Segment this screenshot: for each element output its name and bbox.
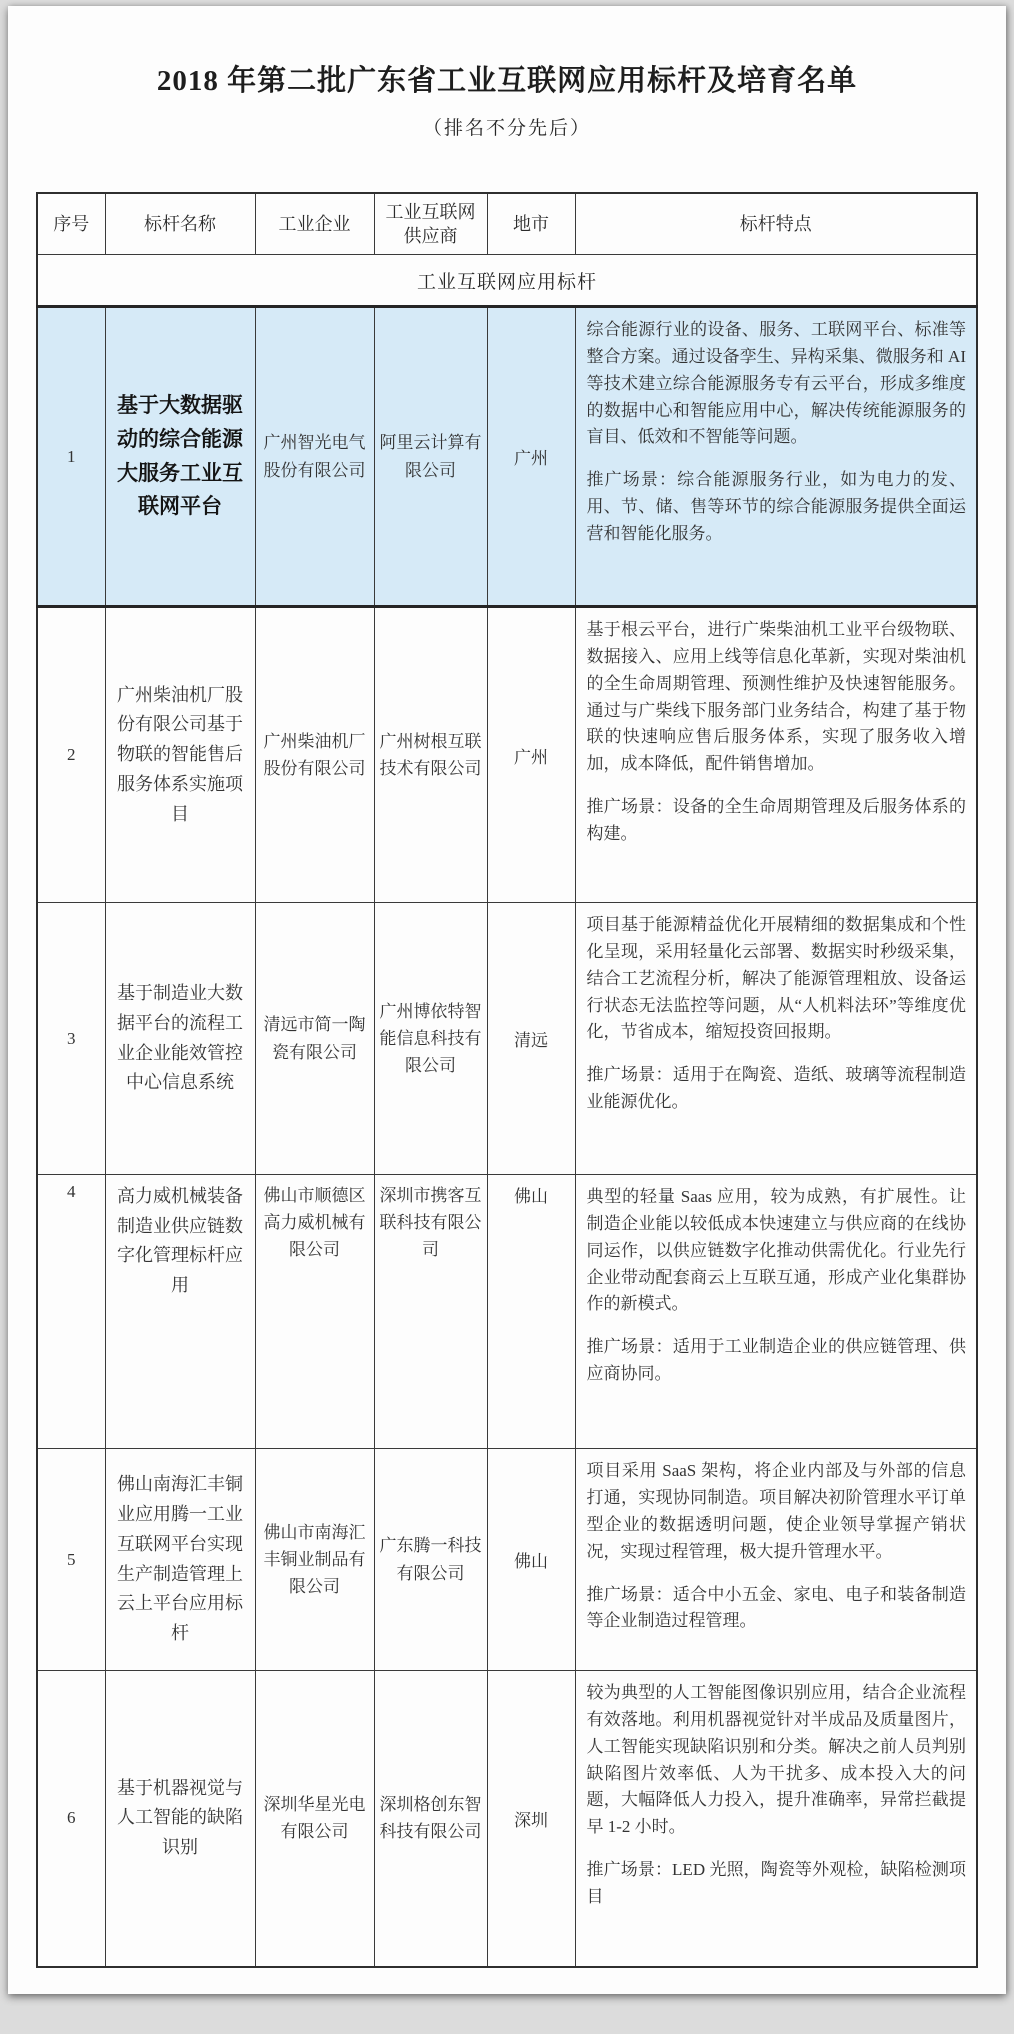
city-name: 清远 bbox=[487, 903, 575, 1175]
feature-description: 基于根云平台，进行广柴柴油机工业平台级物联、数据接入、应用上线等信息化革新，实现对柴油机的全生命周期管理、预测性维护及快速智能服务。通过与广柴线下服务部门业务结合，构建了基于物联的快速响应售后服务体系，实现了服务收入增加，成本降低，配件销售增加。 bbox=[586, 620, 966, 774]
benchmark-features bbox=[575, 1449, 977, 1671]
benchmark-table bbox=[36, 192, 978, 1968]
document-subtitle: （排名不分先后） bbox=[422, 118, 591, 139]
row-index: 1 bbox=[37, 307, 105, 607]
enterprise-name: 佛山市顺德区高力威机械有限公司 bbox=[255, 1175, 374, 1449]
col-header-benchmark-name: 标杆名称 bbox=[105, 193, 255, 255]
section-header-row bbox=[37, 255, 977, 307]
feature-description: 综合能源行业的设备、服务、工联网平台、标准等整合方案。通过设备孪生、异构采集、微服务和 AI 等技术建立综合能源服务专有云平台，形成多维度的数据中心和智能应用中心，解决传统能源服务的盲目、低效和不智能等问题。 bbox=[586, 320, 966, 447]
row-index: 5 bbox=[37, 1449, 105, 1671]
col-header-features: 标杆特点 bbox=[575, 193, 977, 255]
table-row-2 bbox=[37, 607, 977, 903]
row-index: 4 bbox=[37, 1175, 105, 1449]
benchmark-name: 基于制造业大数据平台的流程工业企业能效管控中心信息系统 bbox=[105, 903, 255, 1175]
table-row-4 bbox=[37, 1175, 977, 1449]
col-header-index: 序号 bbox=[37, 193, 105, 255]
supplier-name: 阿里云计算有限公司 bbox=[374, 307, 487, 607]
supplier-name: 广州树根互联技术有限公司 bbox=[374, 607, 487, 903]
document-title: 2018 年第二批广东省工业互联网应用标杆及培育名单 bbox=[156, 65, 858, 97]
city-name: 佛山 bbox=[487, 1449, 575, 1671]
table-row-6 bbox=[37, 1671, 977, 1967]
benchmark-name: 基于大数据驱动的综合能源大服务工业互联网平台 bbox=[105, 307, 255, 607]
benchmark-features bbox=[575, 307, 977, 607]
city-name: 广州 bbox=[487, 607, 575, 903]
table-row-3 bbox=[37, 903, 977, 1175]
enterprise-name: 广州柴油机厂股份有限公司 bbox=[255, 607, 374, 903]
table-row-1 bbox=[37, 307, 977, 607]
benchmark-features bbox=[575, 607, 977, 903]
city-name: 佛山 bbox=[487, 1175, 575, 1449]
city-name: 广州 bbox=[487, 307, 575, 607]
row-index: 2 bbox=[37, 607, 105, 903]
benchmark-name: 佛山南海汇丰铜业应用腾一工业互联网平台实现生产制造管理上云上平台应用标杆 bbox=[105, 1449, 255, 1671]
col-header-city: 地市 bbox=[487, 193, 575, 255]
city-name: 深圳 bbox=[487, 1671, 575, 1967]
table-row-5 bbox=[37, 1449, 977, 1671]
table-header-row bbox=[37, 193, 977, 255]
supplier-name: 广州博依特智能信息科技有限公司 bbox=[374, 903, 487, 1175]
col-header-supplier: 工业互联网供应商 bbox=[374, 193, 487, 255]
feature-promotion: 推广场景：适用于在陶瓷、造纸、玻璃等流程制造业能源优化。 bbox=[586, 1065, 966, 1112]
benchmark-name: 高力威机械装备制造业供应链数字化管理标杆应用 bbox=[105, 1175, 255, 1449]
benchmark-features bbox=[575, 1671, 977, 1967]
benchmark-features bbox=[575, 903, 977, 1175]
row-index: 6 bbox=[37, 1671, 105, 1967]
row-index: 3 bbox=[37, 903, 105, 1175]
feature-promotion: 推广场景：LED 光照，陶瓷等外观检，缺陷检测项目 bbox=[586, 1860, 966, 1907]
feature-description: 项目基于能源精益优化开展精细的数据集成和个性化呈现，采用轻量化云部署、数据实时秒级采集，结合工艺流程分析，解决了能源管理粗放、设备运行状态无法监控等问题，从“人机料法环”等维度优化，节省成本，缩短投资回报期。 bbox=[586, 915, 966, 1042]
benchmark-name: 广州柴油机厂股份有限公司基于物联的智能售后服务体系实施项目 bbox=[105, 607, 255, 903]
enterprise-name: 广州智光电气股份有限公司 bbox=[255, 307, 374, 607]
benchmark-features bbox=[575, 1175, 977, 1449]
supplier-name: 广东腾一科技有限公司 bbox=[374, 1449, 487, 1671]
document-page bbox=[8, 6, 1006, 1994]
feature-promotion: 推广场景：设备的全生命周期管理及后服务体系的构建。 bbox=[586, 797, 966, 844]
feature-description: 项目采用 SaaS 架构，将企业内部及与外部的信息打通，实现协同制造。项目解决初阶管理水平订单型企业的数据透明问题，使企业领导掌握产销状况，实现过程管理，极大提升管理水平。 bbox=[586, 1461, 966, 1561]
supplier-name: 深圳市携客互联科技有限公司 bbox=[374, 1175, 487, 1449]
feature-promotion: 推广场景：适合中小五金、家电、电子和装备制造等企业制造过程管理。 bbox=[586, 1584, 966, 1631]
enterprise-name: 清远市简一陶瓷有限公司 bbox=[255, 903, 374, 1175]
feature-promotion: 推广场景：适用于工业制造企业的供应链管理、供应商协同。 bbox=[586, 1337, 966, 1384]
col-header-enterprise: 工业企业 bbox=[255, 193, 374, 255]
feature-description: 典型的轻量 Saas 应用，较为成熟，有扩展性。让制造企业能以较低成本快速建立与供应商的在线协同运作，以供应链数字化推动供需优化。行业先行企业带动配套商云上互联互通，形成产业化集群协作的新模式。 bbox=[586, 1187, 966, 1314]
section-header: 工业互联网应用标杆 bbox=[37, 255, 977, 307]
enterprise-name: 佛山市南海汇丰铜业制品有限公司 bbox=[255, 1449, 374, 1671]
enterprise-name: 深圳华星光电有限公司 bbox=[255, 1671, 374, 1967]
feature-description: 较为典型的人工智能图像识别应用，结合企业流程有效落地。利用机器视觉针对半成品及质量图片，人工智能实现缺陷识别和分类。解决之前人员判别缺陷图片效率低、人为干扰多、成本投入大的问题，大幅降低人力投入，提升准确率，异常拦截提早 1-2 小时。 bbox=[586, 1683, 966, 1837]
feature-promotion: 推广场景：综合能源服务行业，如为电力的发、用、节、储、售等环节的综合能源服务提供全面运营和智能化服务。 bbox=[586, 470, 966, 544]
supplier-name: 深圳格创东智科技有限公司 bbox=[374, 1671, 487, 1967]
benchmark-name: 基于机器视觉与人工智能的缺陷识别 bbox=[105, 1671, 255, 1967]
